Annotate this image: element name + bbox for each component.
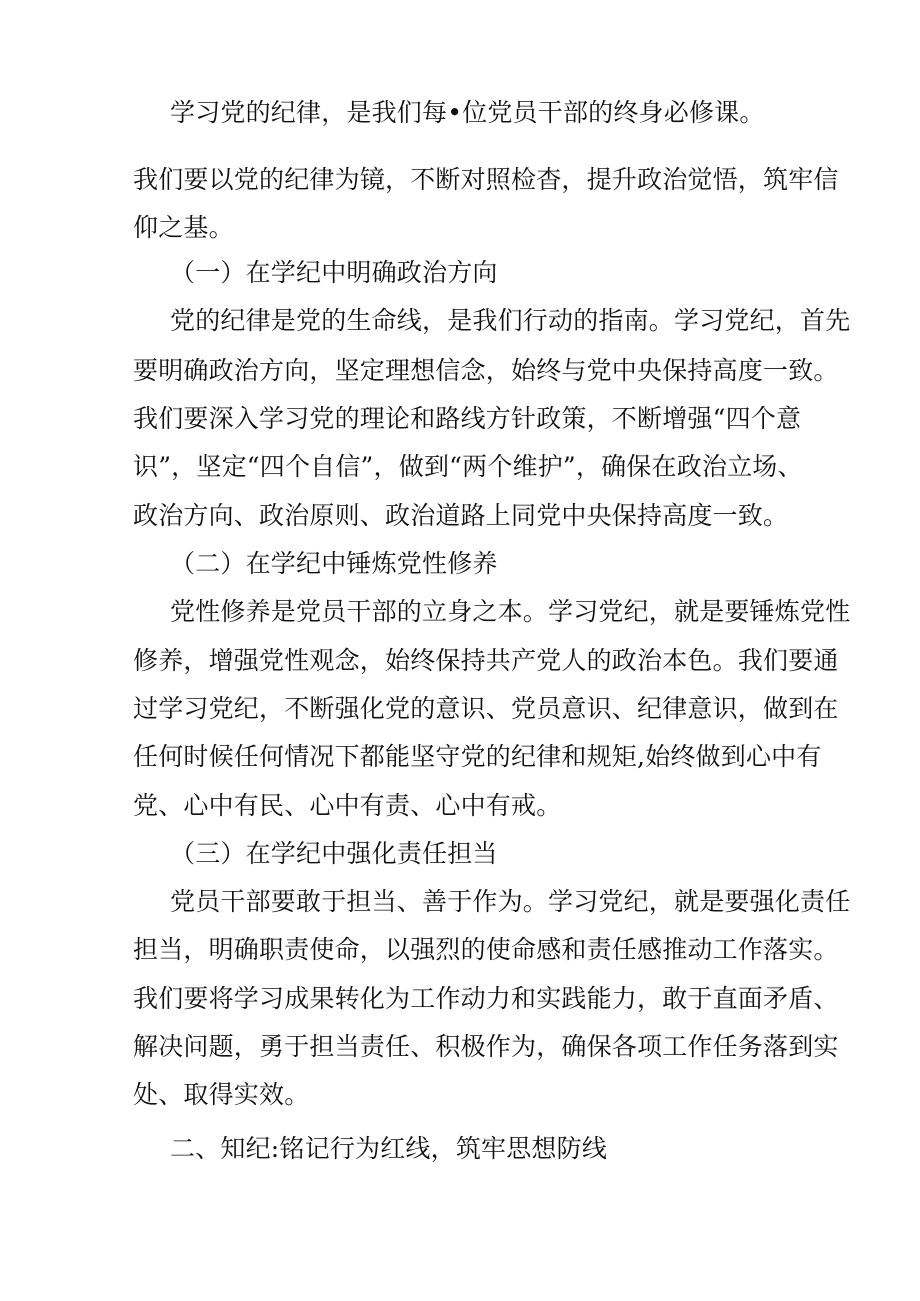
paragraph-line: 任何时候任何情况下都能坚守党的纪律和规矩,始终做到心中有: [133, 742, 822, 771]
paragraph-line: 担当，明确职责使命，以强烈的使命感和责任感推动工作落实。: [133, 935, 839, 964]
paragraph-line: 党、心中有民、心中有责、心中有戒。: [133, 791, 562, 820]
paragraph-line: 识”，坚定“四个自信”，做到“两个维护”，确保在政治立场、: [133, 452, 803, 481]
paragraph-line: 修养，增强党性观念，始终保持共产党人的政治本色。我们要通: [133, 646, 839, 675]
paragraph-line: 解决问题，勇于担当责任、积极作为，确保各项工作任务落到实: [133, 1032, 839, 1061]
paragraph-line: 仰之基。: [133, 213, 234, 242]
paragraph-line: 要明确政治方向，坚定理想信念，始终与党中央保持高度一致。: [133, 356, 839, 385]
paragraph-line: 党员干部要敢于担当、善于作为。学习党纪，就是要强化责任: [170, 887, 851, 916]
chapter-heading: 二、知纪:铭记行为红线，筑牢思想防线: [170, 1134, 608, 1163]
paragraph-line: 我们要将学习成果转化为工作动力和实践能力，敢于直面矛盾、: [133, 984, 839, 1013]
paragraph-line: 政治方向、政治原则、政治道路上同党中央保持高度一致。: [133, 501, 789, 530]
section-heading: （一）在学纪中明确政治方向: [170, 258, 498, 287]
paragraph-line: 党的纪律是党的生命线，是我们行动的指南。学习党纪，首先: [170, 306, 851, 335]
section-heading: （二）在学纪中锤炼党性修养: [170, 549, 498, 578]
paragraph-line: 我们要深入学习党的理论和路线方针政策，不断增强“四个意: [133, 404, 802, 433]
paragraph-line: 过学习党纪，不断强化党的意识、党员意识、纪律意识，做到在: [133, 694, 839, 723]
paragraph-line: 我们要以党的纪律为镜，不断对照检杳，提升政治觉悟，筑牢信: [133, 165, 839, 194]
paragraph-line: 党性修养是党员干部的立身之本。学习党纪，就是要锤炼党性: [170, 597, 851, 626]
paragraph-line: 学习党的纪律，是我们每•位党员干部的终身必修课。: [170, 98, 765, 127]
section-heading: （三）在学纪中强化责任担当: [170, 839, 498, 868]
paragraph-line: 处、取得实效。: [133, 1080, 310, 1109]
